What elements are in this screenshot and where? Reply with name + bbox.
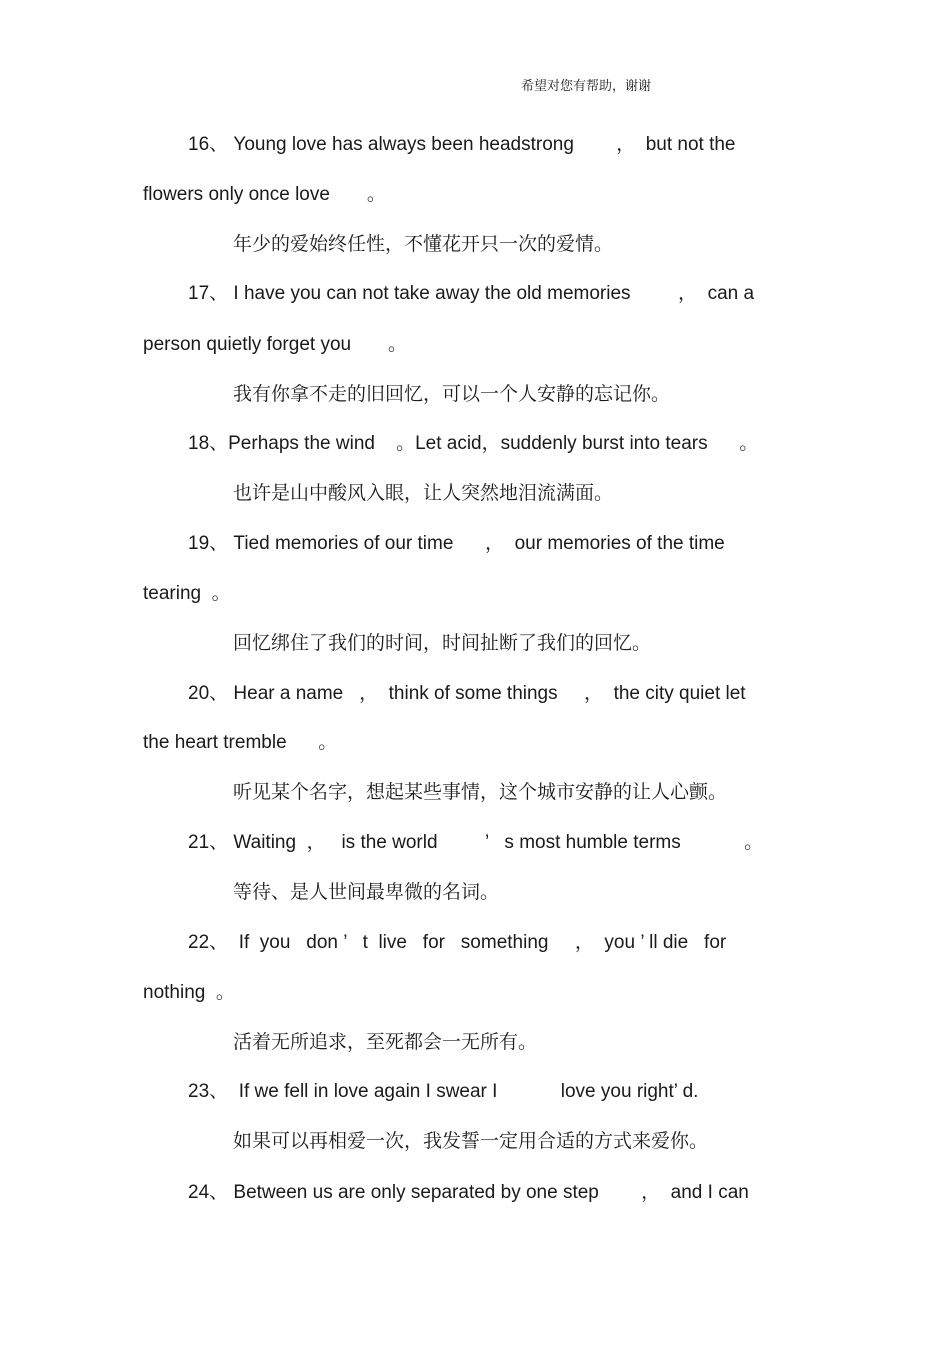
item-22-line-2: nothing 。 <box>143 982 235 1003</box>
item-23-line-1: 23、 If we fell in love again I swear I love you right’ d. <box>188 1081 699 1102</box>
item-18-translation: 也许是山中酸风入眼，让人突然地泪流满面。 <box>233 482 614 504</box>
item-21-translation: 等待、是人世间最卑微的名词。 <box>233 881 500 903</box>
header-text: 希望对您有帮助，谢谢 <box>521 79 652 94</box>
item-23-translation: 如果可以再相爱一次，我发誓一定用合适的方式来爱你。 <box>233 1130 709 1152</box>
item-16-line-1: 16、 Young love has always been headstrong ， but not the <box>188 134 736 155</box>
item-19-line-1: 19、 Tied memories of our time ， our memories of the time <box>188 533 725 554</box>
item-19-translation: 回忆绑住了我们的时间，时间扯断了我们的回忆。 <box>233 632 652 654</box>
item-19-line-2: tearing 。 <box>143 583 231 604</box>
item-17-line-2: person quietly forget you 。 <box>143 334 408 355</box>
item-22-line-1: 22、 If you don ’ t live for something ， you ’ ll die for <box>188 932 727 953</box>
item-22-translation: 活着无所追求，至死都会一无所有。 <box>233 1031 538 1053</box>
item-18-line-1: 18、Perhaps the wind 。Let acid，suddenly burst into tears 。 <box>188 433 759 454</box>
item-24-line-1: 24、 Between us are only separated by one step ， and I can <box>188 1182 749 1203</box>
item-16-line-2: flowers only once love 。 <box>143 184 386 205</box>
item-20-translation: 听见某个名字，想起某些事情，这个城市安静的让人心颤。 <box>233 781 728 803</box>
item-17-translation: 我有你拿不走的旧回忆，可以一个人安静的忘记你。 <box>233 383 671 405</box>
item-20-line-2: the heart tremble 。 <box>143 732 338 753</box>
item-21-line-1: 21、 Waiting ， is the world ’ s most humble terms 。 <box>188 832 764 853</box>
item-16-translation: 年少的爱始终任性，不懂花开只一次的爱情。 <box>233 233 614 255</box>
item-17-line-1: 17、 I have you can not take away the old memories ， can a <box>188 283 755 304</box>
item-20-line-1: 20、 Hear a name ， think of some things ， the city quiet let <box>188 683 746 704</box>
